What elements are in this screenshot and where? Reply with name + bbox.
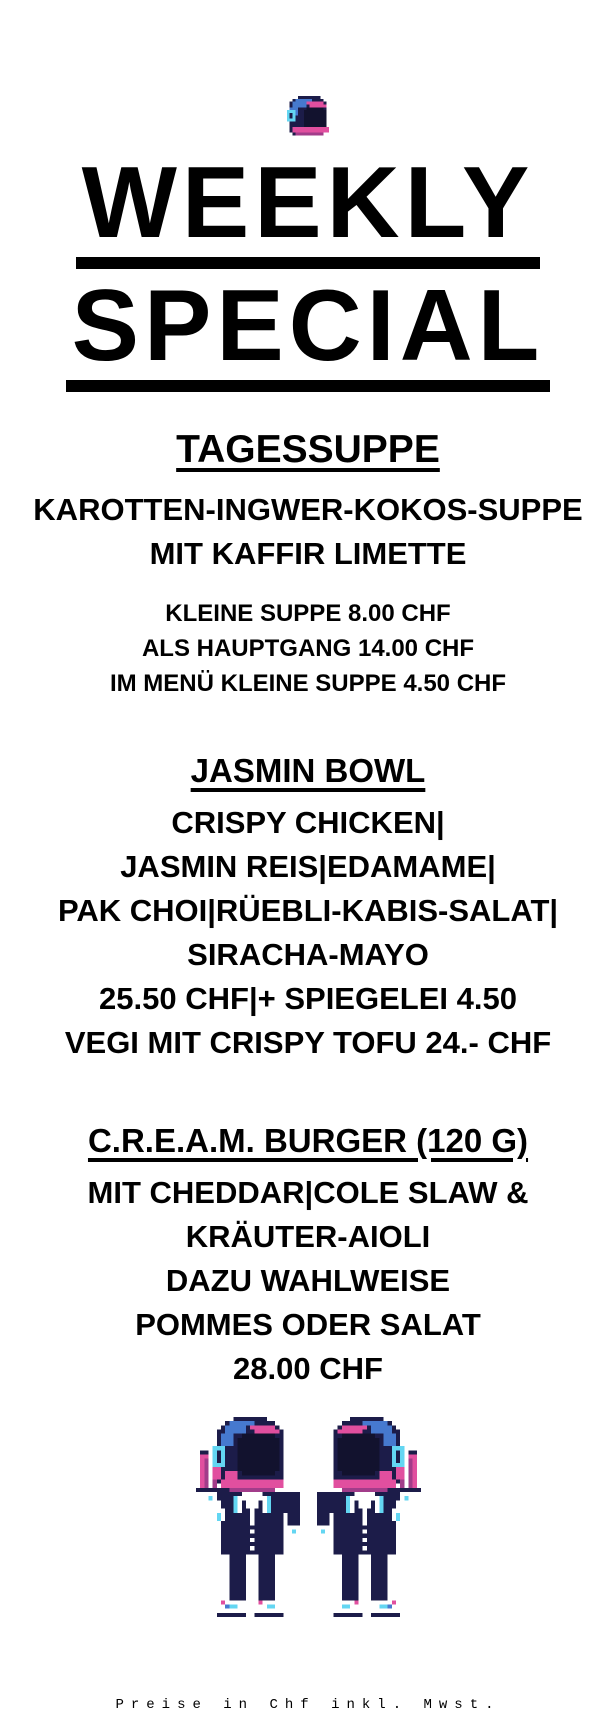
menu-line: CRISPY CHICKEN| (171, 804, 445, 840)
menu-line: VEGI MIT CRISPY TOFU 24.- CHF (64, 1024, 552, 1060)
pixel-astronaut-waiters-icon (0, 1417, 616, 1617)
price-block (0, 596, 616, 701)
price-line: ALS HAUPTGANG 14.00 CHF (141, 634, 475, 662)
menu-line: JASMIN REIS|EDAMAME| (120, 848, 496, 884)
menu-line: KAROTTEN-INGWER-KOKOS-SUPPE (33, 491, 583, 527)
menu-line: MIT CHEDDAR|COLE SLAW & (87, 1174, 529, 1210)
menu-line: 28.00 CHF (233, 1350, 383, 1386)
section-heading: JASMIN BOWL (190, 751, 426, 789)
menu-line: MIT KAFFIR LIMETTE (149, 535, 467, 571)
menu-line: 25.50 CHF|+ SPIEGELEI 4.50 (99, 980, 517, 1016)
section-heading: TAGESSUPPE (176, 427, 440, 471)
menu-line: SIRACHA-MAYO (187, 936, 429, 972)
title-line-special: SPECIAL (66, 280, 551, 392)
section-tagessuppe (0, 428, 616, 701)
footer-note: Preise in Chf inkl. Mwst. (115, 1696, 501, 1713)
poster-title (0, 147, 616, 392)
menu-line: DAZU WAHLWEISE (165, 1262, 451, 1298)
title-line-weekly: WEEKLY (76, 157, 541, 269)
menu-line: KRÄUTER-AIOLI (185, 1218, 431, 1254)
astronaut-helmet-icon (0, 0, 616, 141)
section-heading: C.R.E.A.M. BURGER (120 G) (87, 1121, 529, 1159)
menu-line: POMMES ODER SALAT (135, 1306, 481, 1342)
price-line: KLEINE SUPPE 8.00 CHF (165, 599, 451, 627)
menu-line: PAK CHOI|RÜEBLI-KABIS-SALAT| (57, 892, 559, 928)
price-line: IM MENÜ KLEINE SUPPE 4.50 CHF (109, 669, 507, 697)
section-jasmin-bowl (0, 749, 616, 1065)
section-cream-burger (0, 1119, 616, 1391)
